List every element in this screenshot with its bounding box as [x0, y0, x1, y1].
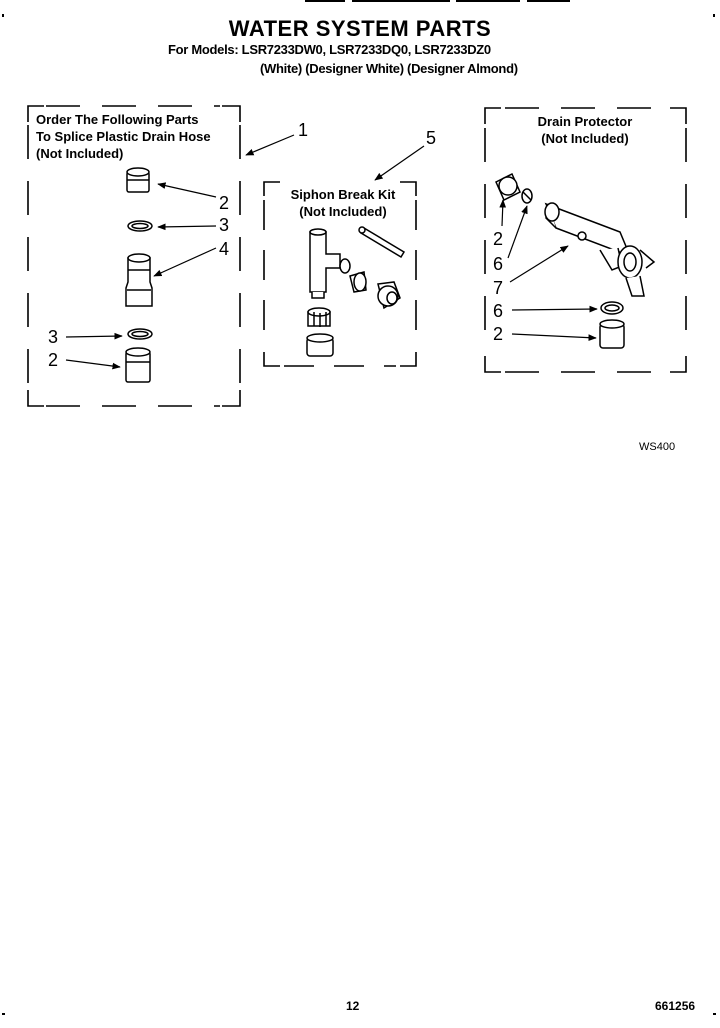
siphon-tee	[310, 229, 340, 298]
connector-tube	[126, 254, 152, 306]
callout-drain-2a: 2	[493, 229, 504, 249]
clamp-bottom	[128, 329, 152, 339]
splice-label-line1: Order The Following Parts	[36, 112, 199, 127]
drain-ring-top	[522, 189, 532, 203]
siphon-group-box	[264, 182, 416, 366]
splice-label-line2: To Splice Plastic Drain Hose	[36, 129, 211, 144]
splice-leaders	[66, 135, 424, 367]
drain-body	[545, 203, 630, 270]
drain-label-line2: (Not Included)	[541, 131, 629, 146]
callout-drain-7: 7	[493, 278, 504, 298]
page-number: 12	[346, 999, 360, 1013]
callout-drain-2b: 2	[493, 324, 504, 344]
drain-ring-bottom	[601, 302, 623, 314]
bottom-left-mark	[2, 1013, 5, 1015]
callout-5: 5	[426, 128, 437, 148]
colors-line: (White) (Designer White) (Designer Almond)	[260, 61, 518, 76]
callout-splice-4: 4	[219, 239, 230, 259]
doc-number: 661256	[655, 999, 696, 1013]
page-title: WATER SYSTEM PARTS	[228, 16, 492, 41]
siphon-label-line1: Siphon Break Kit	[290, 187, 396, 202]
drain-parts	[496, 174, 654, 348]
drain-cap-top	[496, 174, 520, 200]
bottom-right-mark	[713, 1013, 716, 1015]
siphon-coupling-side	[378, 282, 400, 308]
callout-splice-3b: 3	[48, 327, 59, 347]
siphon-cap-bottom	[307, 334, 333, 356]
siphon-nut-side	[340, 259, 366, 292]
callout-splice-2b: 2	[48, 350, 59, 370]
callout-1: 1	[298, 120, 309, 140]
clamp-top	[128, 221, 152, 231]
callout-drain-6b: 6	[493, 301, 504, 321]
diagram-code: WS400	[639, 441, 676, 453]
callout-drain-6a: 6	[493, 254, 504, 274]
drain-cap-bottom	[600, 320, 624, 348]
drain-label-line1: Drain Protector	[537, 114, 633, 129]
siphon-label-line2: (Not Included)	[299, 204, 387, 219]
right-edge-mark	[713, 14, 715, 17]
left-edge-mark	[2, 14, 4, 17]
callout-splice-2a: 2	[219, 193, 230, 213]
splice-label-line3: (Not Included)	[36, 146, 124, 161]
models-line: For Models: LSR7233DW0, LSR7233DQ0, LSR7233DZ0	[168, 42, 491, 57]
drain-outlet-elbow	[618, 246, 654, 296]
siphon-nut-bottom	[308, 308, 330, 327]
coupling-top	[127, 168, 149, 192]
siphon-parts	[307, 227, 404, 356]
splice-parts	[126, 168, 152, 382]
coupling-bottom	[126, 348, 150, 382]
siphon-rod	[359, 227, 404, 257]
callout-splice-3a: 3	[219, 215, 230, 235]
